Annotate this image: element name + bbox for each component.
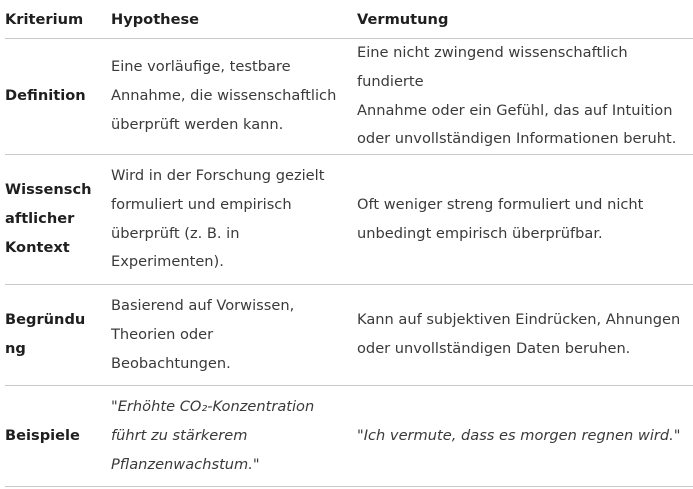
cell-line: Eine vorläufige, testbare [111,58,291,76]
vermutung-cell [357,386,693,487]
cell-line: Wird in der Forschung gezielt [111,167,325,185]
criterion-cell [5,39,111,155]
cell-line: führt zu stärkerem [111,426,248,444]
cell-line: Annahme, die wissenschaftlich [111,87,337,105]
vermutung-cell [357,155,693,285]
criterion-cell [5,285,111,386]
vermutung-cell [357,39,693,155]
header-hypothese: Hypothese [111,0,357,39]
table-row [5,386,693,487]
header-kriterium: Kriterium [5,0,111,39]
table-row [5,155,693,285]
cell-line: Begründu [5,311,86,329]
cell-line: "Ich vermute, dass es morgen regnen wird." [357,426,681,444]
cell-line: formuliert und empirisch [111,195,292,213]
cell-line: Annahme oder ein Gefühl, das auf Intuition [357,101,673,119]
table-header-row [5,0,693,39]
hypothese-cell [111,155,357,285]
cell-line: Oft weniger streng formuliert und nicht [357,195,644,213]
hypothese-cell [111,39,357,155]
cell-line: unbedingt empirisch überprüfbar. [357,224,603,242]
cell-line: Beispiele [5,426,80,444]
cell-line: "Erhöhte CO₂-Konzentration [111,397,315,415]
cell-line: oder unvollständigen Informationen beruht. [357,130,677,148]
cell-line: Definition [5,87,86,105]
cell-line: überprüft (z. B. in [111,224,240,242]
cell-line: Kontext [5,239,70,257]
cell-line: Kann auf subjektiven Eindrücken, Ahnungen [357,311,681,329]
vermutung-cell [357,285,693,386]
cell-line: Pflanzenwachstum." [111,455,260,473]
hypothese-cell [111,285,357,386]
cell-line: Eine nicht zwingend wissenschaftlich fundierte [357,44,628,90]
comparison-table [5,0,693,487]
table-row [5,285,693,386]
cell-line: aftlicher [5,210,75,228]
cell-line: Experimenten). [111,253,224,271]
cell-line: Theorien oder [111,325,214,343]
cell-line: ng [5,340,26,358]
cell-line: Wissensch [5,181,92,199]
hypothese-cell [111,386,357,487]
cell-line: Beobachtungen. [111,354,231,372]
header-vermutung: Vermutung [357,0,693,39]
cell-line: oder unvollständigen Daten beruhen. [357,340,631,358]
cell-line: Basierend auf Vorwissen, [111,296,295,314]
table-row [5,39,693,155]
criterion-cell [5,386,111,487]
cell-line: überprüft werden kann. [111,115,284,133]
criterion-cell [5,155,111,285]
